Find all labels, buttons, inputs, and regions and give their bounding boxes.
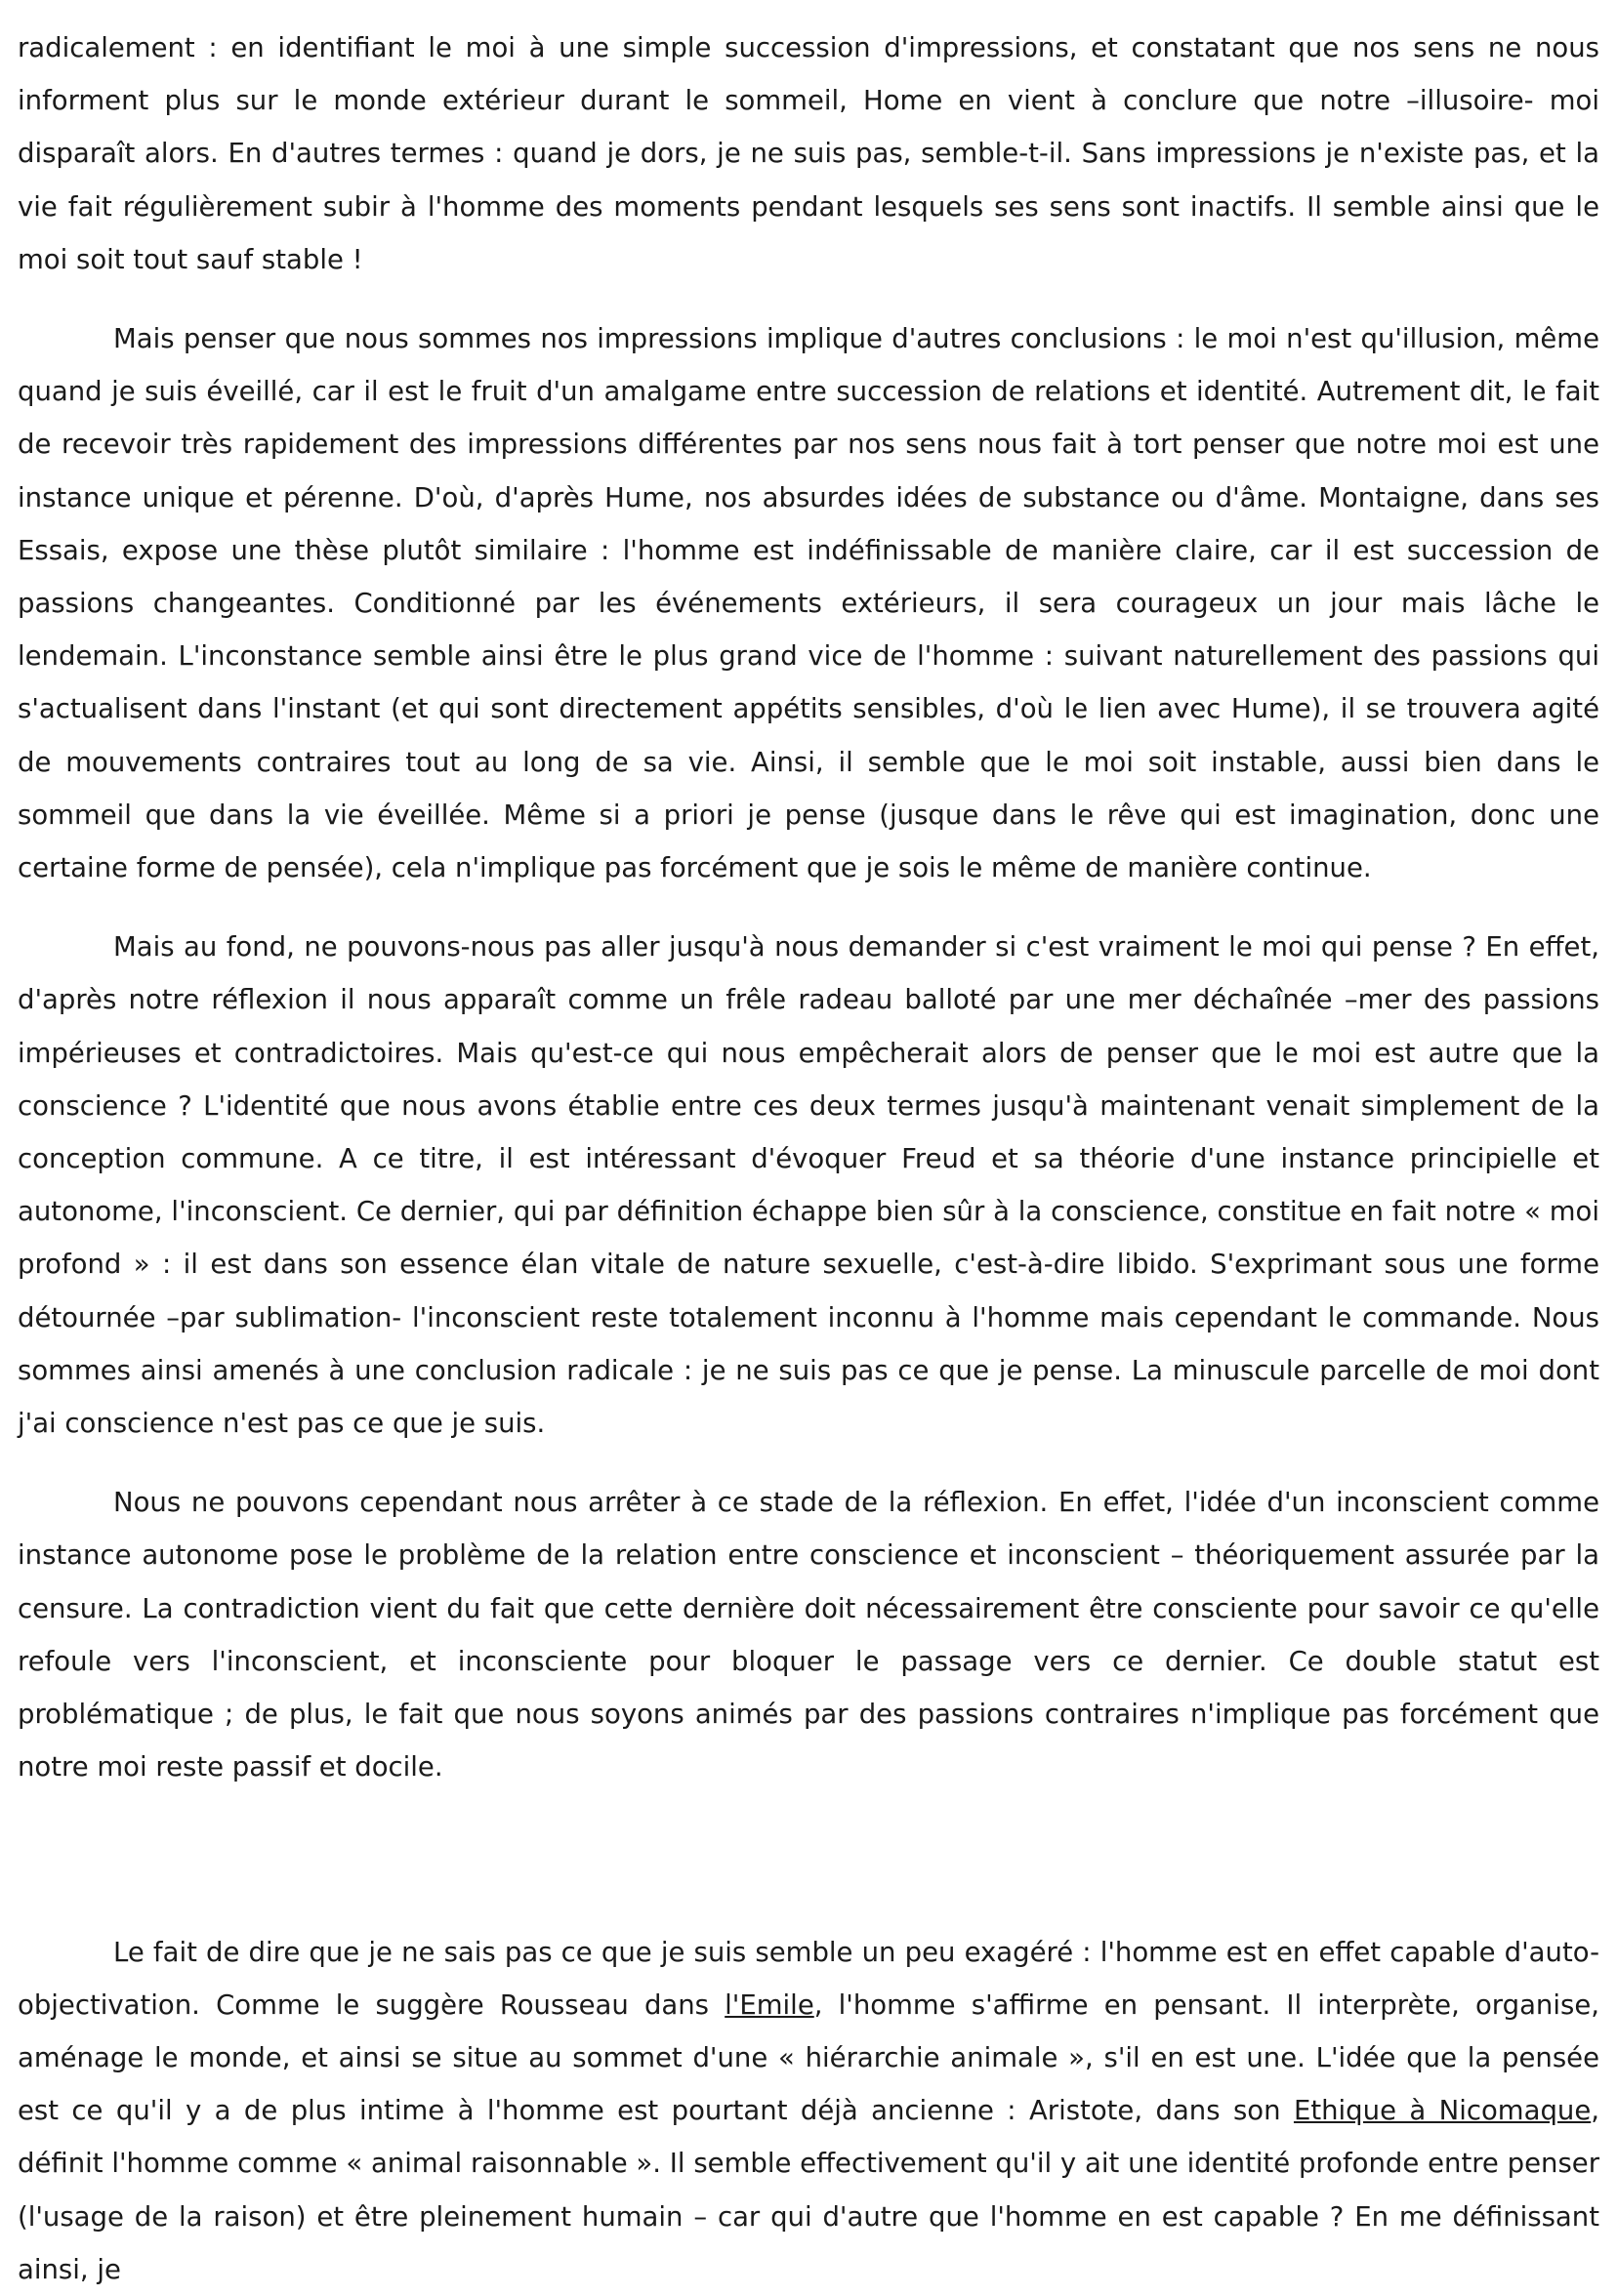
document-page [18, 21, 1599, 2296]
paragraph-freud [18, 921, 1599, 1450]
paragraph-text: , définit l'homme comme « animal raisonnable ». Il semble effectivement qu'il y ait une identité profonde entre penser (l'usage de la raison) et être pleinement humain – car qui d'autre que l'homme en est capable ? En me définissant ainsi, je [18, 2095, 1599, 2285]
paragraph-text: Nous ne pouvons cependant nous arrêter à ce stade de la réflexion. En effet, l'idée d'un inconscient comme instance autonome pose le problème de la relation entre conscience et inconscient – théoriquement assurée par la censure. La contradiction vient du fait que cette dernière doit nécessairement être consciente pour savoir ce qu'elle refoule vers l'inconscient, et inconsciente pour bloquer le passage vers ce dernier. Ce double statut est problématique ; de plus, le fait que nous soyons animés par des passions contraires n'implique pas forcément que notre moi reste passif et docile. [18, 1487, 1599, 1784]
paragraph-text: Mais au fond, ne pouvons-nous pas aller jusqu'à nous demander si c'est vraiment le moi qui pense ? En effet, d'après notre réflexion il nous apparaît comme un frêle radeau balloté par une mer déchaînée –mer des passions impérieuses et contradictoires. Mais qu'est-ce qui nous empêcherait alors de penser que le moi est autre que la conscience ? L'identité que nous avons établie entre ces deux termes jusqu'à maintenant venait simplement de la conception commune. A ce titre, il est intéressant d'évoquer Freud et sa théorie d'une instance principielle et autonome, l'inconscient. Ce dernier, qui par définition échappe bien sûr à la conscience, constitue en fait notre « moi profond » : il est dans son essence élan vitale de nature sexuelle, c'est-à-dire libido. S'exprimant sous une forme détournée –par sublimation- l'inconscient reste totalement inconnu à l'homme mais cependant le commande. Nous sommes ainsi amenés à une conclusion radicale : je ne suis pas ce que je pense. La minuscule parcelle de moi dont j'ai conscience n'est pas ce que je suis. [18, 931, 1599, 1440]
paragraph-hume-montaigne [18, 312, 1599, 894]
paragraph-text: radicalement : en identifiant le moi à une simple succession d'impressions, et constatant que nos sens ne nous informent plus sur le monde extérieur durant le sommeil, Home en vient à conclure que notre –illusoire- moi disparaît alors. En d'autres termes : quand je dors, je ne suis pas, semble-t-il. Sans impressions je n'existe pas, et la vie fait régulièrement subir à l'homme des moments pendant lesquels ses sens sont inactifs. Il semble ainsi que le moi soit tout sauf stable ! [18, 32, 1599, 275]
paragraph-text: , l'homme s'affirme en pensant. Il interprète, organise, aménage le monde, et ainsi se situe au sommet d'une « hiérarchie animale », s'il en est une. L'idée que la pensée est ce qu'il y a de plus intime à l'homme est pourtant déjà ancienne : Aristote, dans son [18, 1988, 1599, 2127]
book-title-emile: l'Emile [725, 1988, 814, 2021]
paragraph-text: Le fait de dire que je ne sais pas ce que je suis semble un peu exagéré : l'homme est en effet capable d'auto-objectivation. Comme le suggère Rousseau dans [18, 1936, 1599, 2021]
paragraph-censure [18, 1476, 1599, 1793]
book-title-ethique: Ethique à Nicomaque [1293, 2095, 1592, 2127]
paragraph-text: Mais penser que nous sommes nos impressions implique d'autres conclusions : le moi n'est qu'illusion, même quand je suis éveillé, car il est le fruit d'un amalgame entre succession de relations et identité. Autrement dit, le fait de recevoir très rapidement des impressions différentes par nos sens nous fait à tort penser que notre moi est une instance unique et pérenne. D'où, d'après Hume, nos absurdes idées de substance ou d'âme. Montaigne, dans ses Essais, expose une thèse plutôt similaire : l'homme est indéfinissable de manière claire, car il est succession de passions changeantes. Conditionné par les événements extérieurs, il sera courageux un jour mais lâche le lendemain. L'inconstance semble ainsi être le plus grand vice de l'homme : suivant naturellement des passions qui s'actualisent dans l'instant (et qui sont directement appétits sensibles, d'où le lien avec Hume), il se trouvera agité de mouvements contraires tout au long de sa vie. Ainsi, il semble que le moi soit instable, aussi bien dans le sommeil que dans la vie éveillée. Même si a priori je pense (jusque dans le rêve qui est imagination, donc une certaine forme de pensée), cela n'implique pas forcément que je sois le même de manière continue. [18, 323, 1599, 884]
paragraph-continuation [18, 21, 1599, 286]
paragraph-rousseau-aristote [18, 1926, 1599, 2296]
